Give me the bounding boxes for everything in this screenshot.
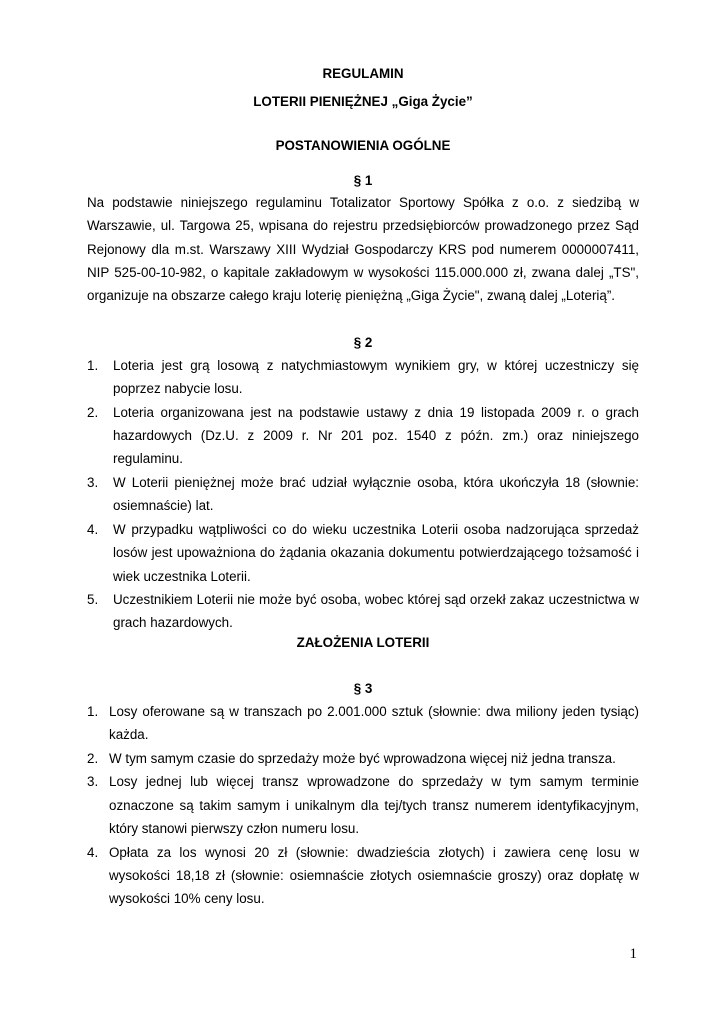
list-item-text: W Loterii pieniężnej może brać udział wyłącznie osoba, która ukończyła 18 (słownie: osiemnaście) lat. bbox=[113, 475, 639, 514]
list-item-number: 2. bbox=[87, 750, 99, 766]
section-heading-general: POSTANOWIENIA OGÓLNE bbox=[275, 138, 451, 153]
list-item bbox=[87, 588, 639, 635]
list-item bbox=[87, 354, 639, 401]
list-item bbox=[87, 770, 639, 840]
section-3-list bbox=[87, 700, 639, 911]
document-page bbox=[87, 0, 639, 1024]
list-item bbox=[87, 471, 639, 518]
paragraph-mark-3: § 3 bbox=[353, 681, 373, 696]
paragraph-mark-2: § 2 bbox=[353, 335, 373, 350]
list-item-text: Opłata za los wynosi 20 zł (słownie: dwadzieścia złotych) i zawiera cenę losu w wysokości 18,18 zł (słownie: osiemnaście złotych osiemnaście groszy) oraz dopłatę w wysokości 10% ceny losu. bbox=[109, 844, 639, 907]
list-item bbox=[87, 700, 639, 747]
list-item-number: 3. bbox=[87, 475, 99, 491]
list-item-text: W przypadku wątpliwości co do wieku uczestnika Loterii osoba nadzorująca sprzedaż losów jest upoważniona do żądania okazania dokumentu potwierdzającego tożsamość i wiek uczestnika Loterii. bbox=[113, 521, 639, 584]
list-item-text: Losy jednej lub więcej transz wprowadzone do sprzedaży w tym samym terminie oznaczone są takim samym i unikalnym dla tej/tych transz numerem identyfikacyjnym, który stanowi pierwszy człon numeru losu. bbox=[109, 774, 639, 837]
list-item-number: 3. bbox=[87, 774, 99, 790]
list-item-text: Loteria jest grą losową z natychmiastowym wynikiem gry, w której uczestniczy się poprzez nabycie losu. bbox=[113, 358, 639, 397]
section-1-paragraph: Na podstawie niniejszego regulaminu Totalizator Sportowy Spółka z o.o. z siedzibą w Warszawie, ul. Targowa 25, wpisana do rejestru przedsiębiorców prowadzonego przez Sąd Rejonowy dla m.st. Warszawy XIII Wydział Gospodarczy KRS pod numerem 0000007411, NIP 525-00-10-982, o kapitale zakładowym w wysokości 115.000.000 zł, zwana dalej „TS", organizuje na obszarze całego kraju loterię pieniężną „Giga Życie", zwaną dalej „Loterią”. bbox=[87, 195, 639, 304]
section-heading-assumptions: ZAŁOŻENIA LOTERII bbox=[296, 635, 430, 650]
list-item-number: 1. bbox=[87, 358, 99, 373]
document-subtitle: LOTERII PIENIĘŻNEJ „Giga Życie” bbox=[253, 94, 473, 109]
list-item-number: 2. bbox=[87, 404, 99, 420]
list-item-number: 4. bbox=[87, 844, 99, 860]
list-item-text: Losy oferowane są w transzach po 2.001.000 sztuk (słownie: dwa miliony jeden tysiąc) każda. bbox=[109, 704, 639, 743]
list-item bbox=[87, 747, 639, 770]
list-item bbox=[87, 841, 639, 911]
list-item-number: 4. bbox=[87, 521, 99, 537]
section-1-text bbox=[87, 191, 639, 307]
list-item-text: W tym samym czasie do sprzedaży może być wprowadzona więcej niż jedna transza. bbox=[109, 750, 616, 766]
list-item-text: Uczestnikiem Loterii nie może być osoba, wobec której sąd orzekł zakaz uczestnictwa w grach hazardowych. bbox=[113, 592, 639, 631]
page-number: 1 bbox=[629, 946, 637, 962]
list-item-number: 1. bbox=[87, 704, 99, 719]
list-item-number: 5. bbox=[87, 592, 99, 608]
list-item bbox=[87, 518, 639, 588]
list-item-text: Loteria organizowana jest na podstawie ustawy z dnia 19 listopada 2009 r. o grach hazardowych (Dz.U. z 2009 r. Nr 201 poz. 1540 z późn. zm.) oraz niniejszego regulaminu. bbox=[113, 404, 639, 467]
list-item bbox=[87, 401, 639, 471]
section-2-list bbox=[87, 354, 639, 635]
document-title: REGULAMIN bbox=[322, 66, 404, 81]
paragraph-mark-1: § 1 bbox=[353, 173, 373, 188]
